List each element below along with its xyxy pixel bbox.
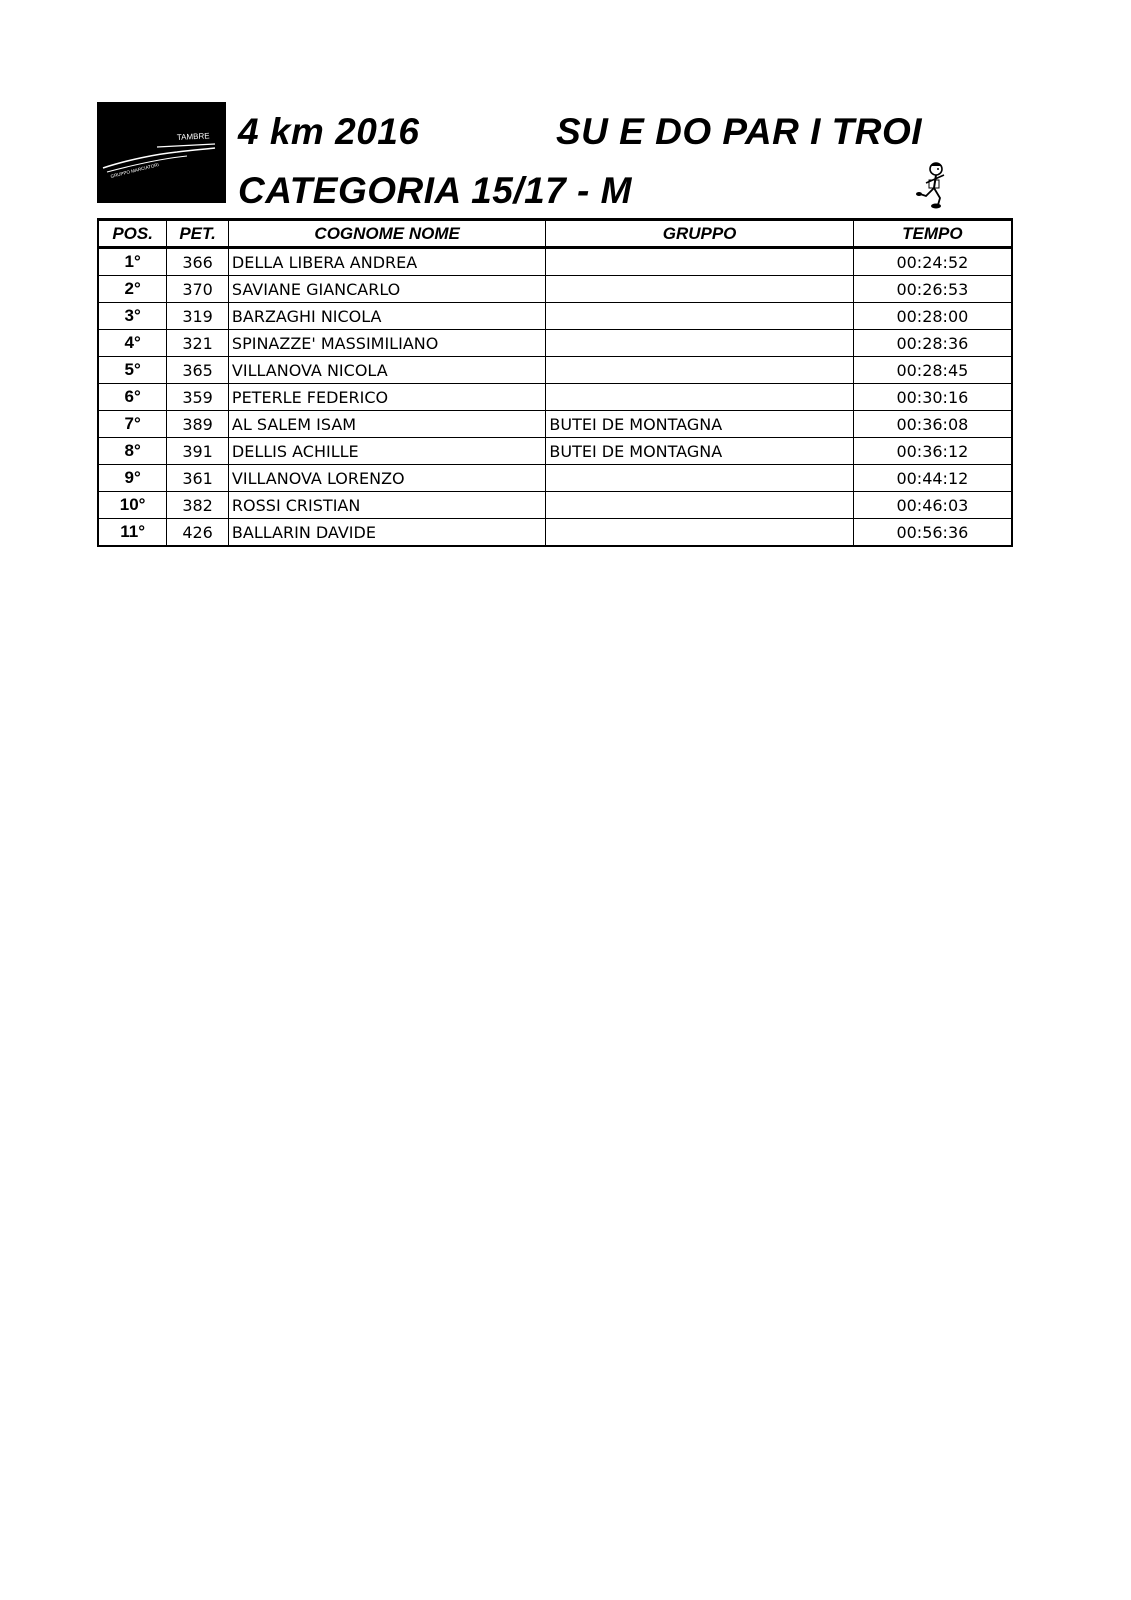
cell-pet: 365 [167,357,229,384]
cell-time: 00:44:12 [853,465,1012,492]
table-row [98,492,1012,519]
cell-pet: 389 [167,411,229,438]
cell-pet: 359 [167,384,229,411]
cell-group [546,492,853,519]
results-table [97,218,1013,547]
cell-group [546,465,853,492]
logo-text-gruppo: GRUPPO MARCIATORI [110,162,160,179]
cell-name: BALLARIN DAVIDE [228,519,545,547]
cell-name: PETERLE FEDERICO [228,384,545,411]
cell-pet: 361 [167,465,229,492]
cell-pos: 10° [98,492,167,519]
table-row [98,303,1012,330]
cell-group [546,248,853,276]
cell-pos: 1° [98,248,167,276]
cell-pet: 391 [167,438,229,465]
cell-group [546,357,853,384]
cell-pos: 8° [98,438,167,465]
cell-time: 00:36:12 [853,438,1012,465]
cell-pet: 426 [167,519,229,547]
cell-pos: 6° [98,384,167,411]
title-category: CATEGORIA 15/17 - M [238,170,632,211]
table-header-row [98,220,1012,248]
cell-time: 00:26:53 [853,276,1012,303]
cell-pos: 11° [98,519,167,547]
table-row [98,357,1012,384]
cell-group [546,276,853,303]
cell-time: 00:24:52 [853,248,1012,276]
cell-time: 00:46:03 [853,492,1012,519]
cell-time: 00:28:45 [853,357,1012,384]
column-header-name: COGNOME NOME [228,220,545,248]
cell-name: VILLANOVA LORENZO [228,465,545,492]
column-header-group: GRUPPO [546,220,853,248]
cell-name: DELLA LIBERA ANDREA [228,248,545,276]
cell-pet: 321 [167,330,229,357]
cell-time: 00:28:00 [853,303,1012,330]
column-header-time: TEMPO [853,220,1012,248]
column-header-pos: POS. [98,220,167,248]
cell-pos: 7° [98,411,167,438]
cell-group [546,519,853,547]
cell-time: 00:56:36 [853,519,1012,547]
table-row [98,384,1012,411]
table-row [98,330,1012,357]
table-row [98,248,1012,276]
cell-name: ROSSI CRISTIAN [228,492,545,519]
cell-name: SPINAZZE' MASSIMILIANO [228,330,545,357]
cell-pos: 2° [98,276,167,303]
table-row [98,519,1012,547]
cell-name: BARZAGHI NICOLA [228,303,545,330]
title-event-name: SU E DO PAR I TROI [556,111,923,152]
cell-pet: 370 [167,276,229,303]
cell-group [546,303,853,330]
cell-time: 00:30:16 [853,384,1012,411]
cell-group: BUTEI DE MONTAGNA [546,438,853,465]
cell-pos: 5° [98,357,167,384]
cell-pos: 4° [98,330,167,357]
cell-pet: 366 [167,248,229,276]
cell-group [546,384,853,411]
cell-pos: 3° [98,303,167,330]
table-row [98,276,1012,303]
cell-time: 00:28:36 [853,330,1012,357]
tambre-logo [97,102,226,203]
cell-name: DELLIS ACHILLE [228,438,545,465]
title-distance-year: 4 km 2016 [238,111,420,152]
running-man-icon [912,160,958,210]
cell-pet: 319 [167,303,229,330]
cell-pet: 382 [167,492,229,519]
cell-group [546,330,853,357]
cell-pos: 9° [98,465,167,492]
table-row [98,411,1012,438]
cell-group: BUTEI DE MONTAGNA [546,411,853,438]
cell-name: VILLANOVA NICOLA [228,357,545,384]
column-header-pet: PET. [167,220,229,248]
cell-name: SAVIANE GIANCARLO [228,276,545,303]
table-row [98,438,1012,465]
cell-time: 00:36:08 [853,411,1012,438]
table-row [98,465,1012,492]
logo-graphic [97,102,226,203]
logo-text-tambre: TAMBRE [176,131,210,142]
cell-name: AL SALEM ISAM [228,411,545,438]
